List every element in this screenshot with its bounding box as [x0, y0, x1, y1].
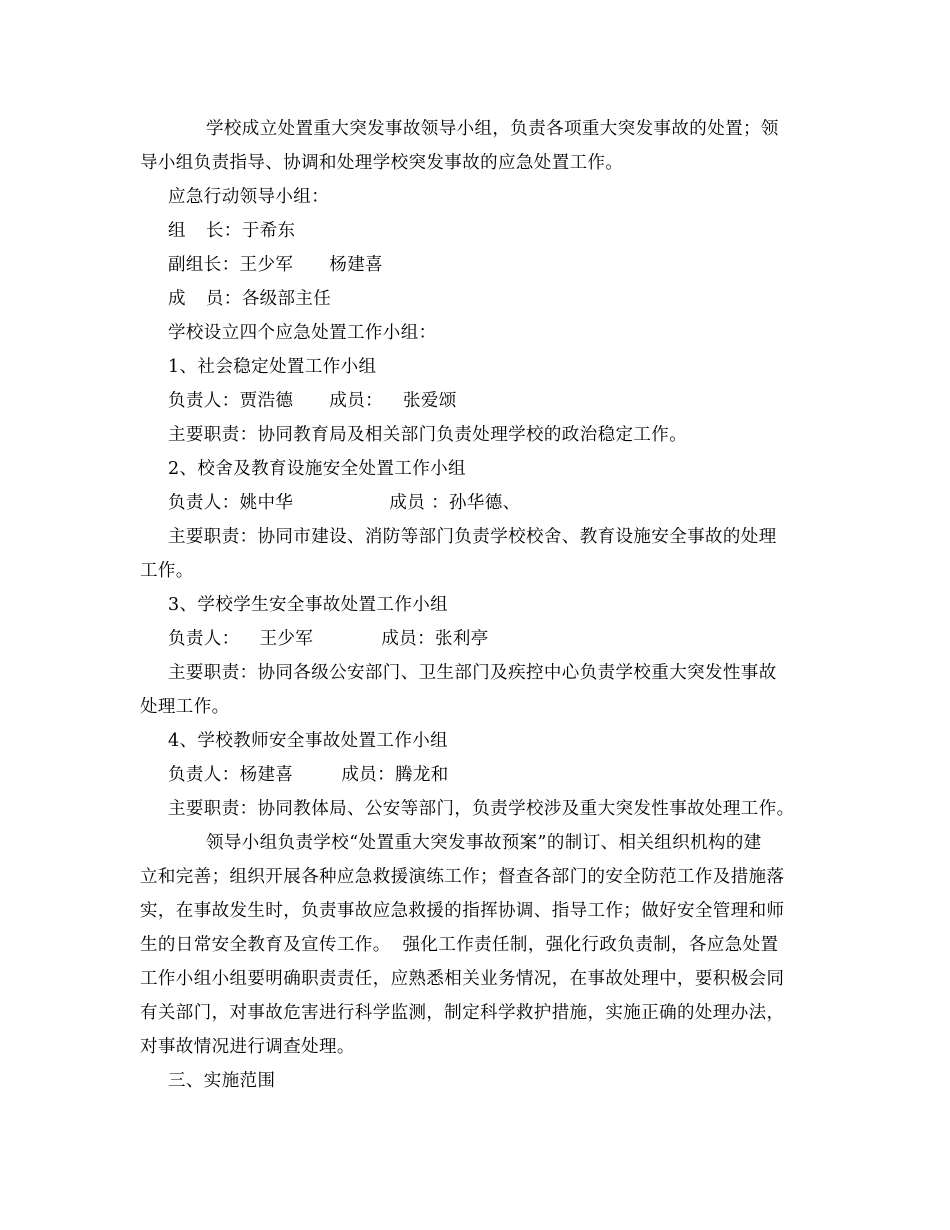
groups-heading: 学校设立四个应急处置工作小组： [168, 323, 437, 343]
group-2-title: 2、校舍及教育设施安全处置工作小组 [168, 459, 466, 479]
final-paragraph-line-2: 立和完善；组织开展各种应急救援演练工作；督查各部门的安全防范工作及措施落 [140, 867, 785, 887]
group-1-members-name: 张爱颂 [403, 391, 457, 411]
group-3-title: 3、学校学生安全事故处置工作小组 [168, 595, 449, 615]
group-3-lead-name: 王少军 [259, 629, 314, 649]
final-paragraph-line-3: 实，在事故发生时，负责事故应急救援的指挥协调、指导工作；做好安全管理和师 [140, 901, 785, 921]
group-3-lead-label: 负责人： [168, 629, 240, 649]
group-4-members: 成员：腾龙和 [341, 765, 449, 785]
section-three-heading: 三、实施范围 [168, 1071, 276, 1091]
final-paragraph-line-5: 工作小组小组要明确职责责任，应熟悉相关业务情况，在事故处理中，要积极会同 [140, 969, 785, 989]
group-2-duty-line-2: 工作。 [140, 561, 194, 581]
final-paragraph-line-1: 领导小组负责学校“处置重大突发事故预案”的制订、相关组织机构的建 [206, 833, 762, 853]
final-paragraph-line-4: 生的日常安全教育及宣传工作。 强化工作责任制，强化行政负责制，各应急处置 [140, 935, 779, 955]
final-paragraph-line-6: 有关部门，对事故危害进行科学监测，制定科学救护措施，实施正确的处理办法， [140, 1003, 785, 1023]
members-line [140, 282, 812, 316]
group-4-duty: 主要职责：协同教体局、公安等部门，负责学校涉及重大突发性事故处理工作。 [168, 799, 795, 819]
group-2-lead: 负责人：姚中华 [168, 493, 294, 513]
intro-paragraph-line-1: 学校成立处置重大突发事故领导小组，负责各项重大突发事故的处置；领 [206, 119, 779, 139]
deputy-leader-2: 杨建喜 [329, 255, 384, 275]
group-1-title: 1、社会稳定处置工作小组 [168, 357, 377, 377]
group-3-duty-line-2: 处理工作。 [140, 697, 230, 717]
leader-line [140, 214, 812, 248]
members-label-a: 成 [168, 289, 186, 309]
group-4-title: 4、学校教师安全事故处置工作小组 [168, 731, 449, 751]
group-3-staff [140, 622, 812, 656]
final-paragraph-line-7: 对事故情况进行调查处理。 [140, 1037, 355, 1057]
leader-label-b: 长：于希东 [205, 221, 296, 241]
intro-paragraph-line-2: 导小组负责指导、协调和处理学校突发事故的应急处置工作。 [140, 153, 624, 173]
group-4-lead: 负责人：杨建喜 [168, 765, 294, 785]
deputy-leader-1: 副组长：王少军 [168, 255, 294, 275]
group-4-staff [140, 758, 812, 792]
group-3-members: 成员：张利亭 [381, 629, 489, 649]
deputy-line [140, 248, 812, 282]
document-body [140, 112, 812, 1098]
leader-label-a: 组 [168, 221, 186, 241]
group-2-members: 成员 ：孙华德、 [389, 493, 521, 513]
group-2-duty-line-1: 主要职责：协同市建设、消防等部门负责学校校舍、教育设施安全事故的处理 [168, 527, 777, 547]
group-1-members-label: 成员： [329, 391, 384, 411]
group-3-duty-line-1: 主要职责：协同各级公安部门、卫生部门及疾控中心负责学校重大突发性事故 [168, 663, 777, 683]
members-label-b: 员：各级部主任 [205, 289, 332, 309]
group-1-duty: 主要职责：协同教育局及相关部门负责处理学校的政治稳定工作。 [168, 425, 688, 445]
lead-group-heading: 应急行动领导小组： [168, 187, 330, 207]
group-2-staff [140, 486, 812, 520]
group-1-lead: 负责人：贾浩德 [168, 391, 294, 411]
group-1-staff [140, 384, 812, 418]
